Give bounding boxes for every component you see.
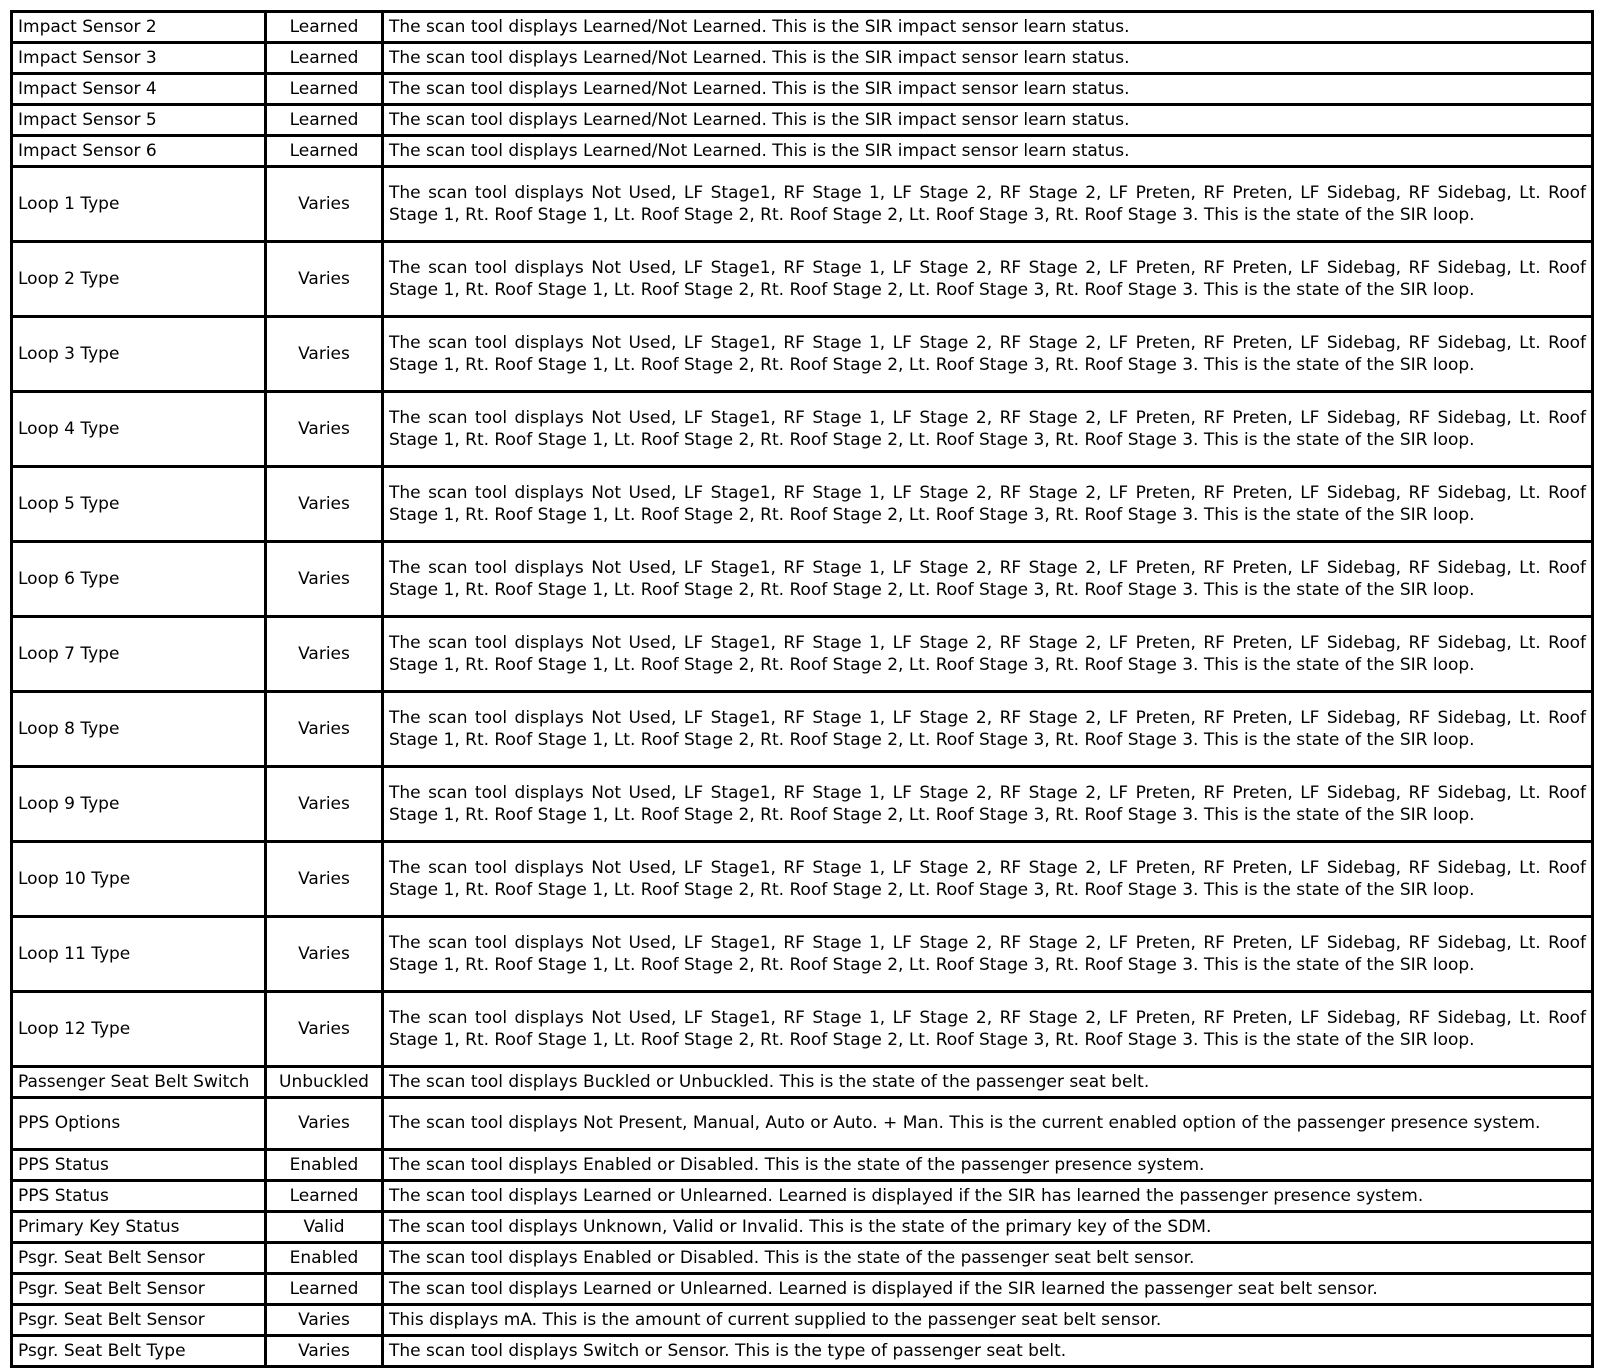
- parameter-description: The scan tool displays Not Used, LF Stage1, RF Stage 1, LF Stage 2, RF Stage 2, LF Preten, RF Preten, LF Sidebag, RF Sidebag, Lt. Roof Stage 1, Rt. Roof Stage 1, Lt. Roof Stage 2, Rt. Roof Stage 2, Lt. Roof Stage 3, Rt. Roof Stage 3. This is the state of the SIR loop.: [383, 617, 1593, 692]
- table-row: [12, 1150, 1593, 1181]
- table-row: [12, 692, 1593, 767]
- typical-value: Varies: [266, 317, 383, 392]
- parameter-description: The scan tool displays Not Used, LF Stage1, RF Stage 1, LF Stage 2, RF Stage 2, LF Preten, RF Preten, LF Sidebag, RF Sidebag, Lt. Roof Stage 1, Rt. Roof Stage 1, Lt. Roof Stage 2, Rt. Roof Stage 2, Lt. Roof Stage 3, Rt. Roof Stage 3. This is the state of the SIR loop.: [383, 692, 1593, 767]
- parameter-name: Psgr. Seat Belt Sensor: [12, 1305, 266, 1336]
- parameter-name: Loop 5 Type: [12, 467, 266, 542]
- typical-value: Varies: [266, 617, 383, 692]
- typical-value: Varies: [266, 542, 383, 617]
- parameter-name: PPS Status: [12, 1150, 266, 1181]
- parameter-description: The scan tool displays Not Used, LF Stage1, RF Stage 1, LF Stage 2, RF Stage 2, LF Preten, RF Preten, LF Sidebag, RF Sidebag, Lt. Roof Stage 1, Rt. Roof Stage 1, Lt. Roof Stage 2, Rt. Roof Stage 2, Lt. Roof Stage 3, Rt. Roof Stage 3. This is the state of the SIR loop.: [383, 392, 1593, 467]
- typical-value: Varies: [266, 767, 383, 842]
- table-row: [12, 767, 1593, 842]
- parameter-name: Loop 4 Type: [12, 392, 266, 467]
- typical-value: Varies: [266, 992, 383, 1067]
- table-row: [12, 1243, 1593, 1274]
- table-row: [12, 317, 1593, 392]
- typical-value: Learned: [266, 74, 383, 105]
- parameter-description: The scan tool displays Not Present, Manual, Auto or Auto. + Man. This is the current enabled option of the passenger presence system.: [383, 1098, 1593, 1150]
- table-row: [12, 1274, 1593, 1305]
- table-row: [12, 242, 1593, 317]
- parameter-description: The scan tool displays Not Used, LF Stage1, RF Stage 1, LF Stage 2, RF Stage 2, LF Preten, RF Preten, LF Sidebag, RF Sidebag, Lt. Roof Stage 1, Rt. Roof Stage 1, Lt. Roof Stage 2, Rt. Roof Stage 2, Lt. Roof Stage 3, Rt. Roof Stage 3. This is the state of the SIR loop.: [383, 467, 1593, 542]
- table-row: [12, 992, 1593, 1067]
- parameter-description: The scan tool displays Learned/Not Learned. This is the SIR impact sensor learn status.: [383, 105, 1593, 136]
- table-row: [12, 467, 1593, 542]
- typical-value: Learned: [266, 136, 383, 167]
- table-body: [12, 12, 1593, 1367]
- typical-value: Enabled: [266, 1243, 383, 1274]
- parameter-description: The scan tool displays Switch or Sensor. This is the type of passenger seat belt.: [383, 1336, 1593, 1367]
- table-row: [12, 12, 1593, 43]
- typical-value: Varies: [266, 167, 383, 242]
- parameter-description: The scan tool displays Buckled or Unbuckled. This is the state of the passenger seat belt.: [383, 1067, 1593, 1098]
- parameter-name: PPS Options: [12, 1098, 266, 1150]
- parameter-description: The scan tool displays Not Used, LF Stage1, RF Stage 1, LF Stage 2, RF Stage 2, LF Preten, RF Preten, LF Sidebag, RF Sidebag, Lt. Roof Stage 1, Rt. Roof Stage 1, Lt. Roof Stage 2, Rt. Roof Stage 2, Lt. Roof Stage 3, Rt. Roof Stage 3. This is the state of the SIR loop.: [383, 992, 1593, 1067]
- typical-value: Learned: [266, 43, 383, 74]
- parameter-name: Loop 3 Type: [12, 317, 266, 392]
- typical-value: Valid: [266, 1212, 383, 1243]
- parameter-description: The scan tool displays Learned/Not Learned. This is the SIR impact sensor learn status.: [383, 43, 1593, 74]
- table-row: [12, 136, 1593, 167]
- table-row: [12, 617, 1593, 692]
- parameter-name: Impact Sensor 5: [12, 105, 266, 136]
- typical-value: Varies: [266, 917, 383, 992]
- table-row: [12, 1212, 1593, 1243]
- parameter-name: Loop 1 Type: [12, 167, 266, 242]
- parameter-description: The scan tool displays Not Used, LF Stage1, RF Stage 1, LF Stage 2, RF Stage 2, LF Preten, RF Preten, LF Sidebag, RF Sidebag, Lt. Roof Stage 1, Rt. Roof Stage 1, Lt. Roof Stage 2, Rt. Roof Stage 2, Lt. Roof Stage 3, Rt. Roof Stage 3. This is the state of the SIR loop.: [383, 767, 1593, 842]
- parameter-description: The scan tool displays Not Used, LF Stage1, RF Stage 1, LF Stage 2, RF Stage 2, LF Preten, RF Preten, LF Sidebag, RF Sidebag, Lt. Roof Stage 1, Rt. Roof Stage 1, Lt. Roof Stage 2, Rt. Roof Stage 2, Lt. Roof Stage 3, Rt. Roof Stage 3. This is the state of the SIR loop.: [383, 242, 1593, 317]
- parameter-description: The scan tool displays Learned or Unlearned. Learned is displayed if the SIR learned the passenger seat belt sensor.: [383, 1274, 1593, 1305]
- table-row: [12, 542, 1593, 617]
- table-row: [12, 105, 1593, 136]
- typical-value: Varies: [266, 1098, 383, 1150]
- table-row: [12, 74, 1593, 105]
- typical-value: Learned: [266, 12, 383, 43]
- parameter-description: This displays mA. This is the amount of current supplied to the passenger seat belt sensor.: [383, 1305, 1593, 1336]
- parameter-description: The scan tool displays Enabled or Disabled. This is the state of the passenger seat belt sensor.: [383, 1243, 1593, 1274]
- parameter-description: The scan tool displays Not Used, LF Stage1, RF Stage 1, LF Stage 2, RF Stage 2, LF Preten, RF Preten, LF Sidebag, RF Sidebag, Lt. Roof Stage 1, Rt. Roof Stage 1, Lt. Roof Stage 2, Rt. Roof Stage 2, Lt. Roof Stage 3, Rt. Roof Stage 3. This is the state of the SIR loop.: [383, 842, 1593, 917]
- typical-value: Varies: [266, 1336, 383, 1367]
- typical-value: Learned: [266, 1181, 383, 1212]
- typical-value: Learned: [266, 1274, 383, 1305]
- table-row: [12, 1336, 1593, 1367]
- parameter-name: Loop 12 Type: [12, 992, 266, 1067]
- parameter-description: The scan tool displays Learned/Not Learned. This is the SIR impact sensor learn status.: [383, 12, 1593, 43]
- typical-value: Enabled: [266, 1150, 383, 1181]
- parameter-name: Loop 9 Type: [12, 767, 266, 842]
- table-row: [12, 167, 1593, 242]
- parameter-name: Impact Sensor 6: [12, 136, 266, 167]
- table-row: [12, 392, 1593, 467]
- parameter-description: The scan tool displays Unknown, Valid or Invalid. This is the state of the primary key of the SDM.: [383, 1212, 1593, 1243]
- parameter-name: Psgr. Seat Belt Sensor: [12, 1274, 266, 1305]
- parameter-description: The scan tool displays Enabled or Disabled. This is the state of the passenger presence system.: [383, 1150, 1593, 1181]
- table-row: [12, 1098, 1593, 1150]
- table-row: [12, 917, 1593, 992]
- parameter-description: The scan tool displays Not Used, LF Stage1, RF Stage 1, LF Stage 2, RF Stage 2, LF Preten, RF Preten, LF Sidebag, RF Sidebag, Lt. Roof Stage 1, Rt. Roof Stage 1, Lt. Roof Stage 2, Rt. Roof Stage 2, Lt. Roof Stage 3, Rt. Roof Stage 3. This is the state of the SIR loop.: [383, 317, 1593, 392]
- typical-value: Varies: [266, 842, 383, 917]
- typical-value: Learned: [266, 105, 383, 136]
- parameter-description: The scan tool displays Not Used, LF Stage1, RF Stage 1, LF Stage 2, RF Stage 2, LF Preten, RF Preten, LF Sidebag, RF Sidebag, Lt. Roof Stage 1, Rt. Roof Stage 1, Lt. Roof Stage 2, Rt. Roof Stage 2, Lt. Roof Stage 3, Rt. Roof Stage 3. This is the state of the SIR loop.: [383, 542, 1593, 617]
- parameter-name: Impact Sensor 2: [12, 12, 266, 43]
- parameter-name: Psgr. Seat Belt Sensor: [12, 1243, 266, 1274]
- parameter-name: Loop 10 Type: [12, 842, 266, 917]
- typical-value: Varies: [266, 1305, 383, 1336]
- parameter-name: Loop 11 Type: [12, 917, 266, 992]
- typical-value: Varies: [266, 242, 383, 317]
- typical-value: Varies: [266, 392, 383, 467]
- parameter-name: PPS Status: [12, 1181, 266, 1212]
- scan-tool-data-table: [10, 10, 1594, 1368]
- parameter-name: Loop 2 Type: [12, 242, 266, 317]
- parameter-name: Impact Sensor 4: [12, 74, 266, 105]
- table-row: [12, 1305, 1593, 1336]
- parameter-name: Impact Sensor 3: [12, 43, 266, 74]
- parameter-description: The scan tool displays Not Used, LF Stage1, RF Stage 1, LF Stage 2, RF Stage 2, LF Preten, RF Preten, LF Sidebag, RF Sidebag, Lt. Roof Stage 1, Rt. Roof Stage 1, Lt. Roof Stage 2, Rt. Roof Stage 2, Lt. Roof Stage 3, Rt. Roof Stage 3. This is the state of the SIR loop.: [383, 167, 1593, 242]
- parameter-description: The scan tool displays Learned/Not Learned. This is the SIR impact sensor learn status.: [383, 136, 1593, 167]
- parameter-description: The scan tool displays Learned/Not Learned. This is the SIR impact sensor learn status.: [383, 74, 1593, 105]
- parameter-description: The scan tool displays Learned or Unlearned. Learned is displayed if the SIR has learned the passenger presence system.: [383, 1181, 1593, 1212]
- parameter-name: Primary Key Status: [12, 1212, 266, 1243]
- typical-value: Varies: [266, 467, 383, 542]
- parameter-description: The scan tool displays Not Used, LF Stage1, RF Stage 1, LF Stage 2, RF Stage 2, LF Preten, RF Preten, LF Sidebag, RF Sidebag, Lt. Roof Stage 1, Rt. Roof Stage 1, Lt. Roof Stage 2, Rt. Roof Stage 2, Lt. Roof Stage 3, Rt. Roof Stage 3. This is the state of the SIR loop.: [383, 917, 1593, 992]
- parameter-name: Loop 7 Type: [12, 617, 266, 692]
- table-row: [12, 43, 1593, 74]
- table-row: [12, 1067, 1593, 1098]
- parameter-name: Psgr. Seat Belt Type: [12, 1336, 266, 1367]
- table-row: [12, 842, 1593, 917]
- typical-value: Varies: [266, 692, 383, 767]
- parameter-name: Passenger Seat Belt Switch: [12, 1067, 266, 1098]
- parameter-name: Loop 6 Type: [12, 542, 266, 617]
- typical-value: Unbuckled: [266, 1067, 383, 1098]
- table-row: [12, 1181, 1593, 1212]
- parameter-name: Loop 8 Type: [12, 692, 266, 767]
